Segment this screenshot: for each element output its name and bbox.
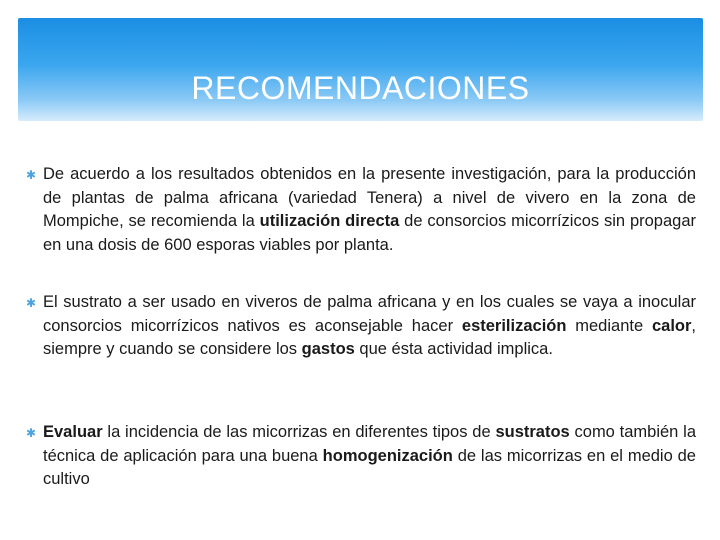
bullet-3-segment-6: de las micorrizas en el medio de cultivo [43,446,696,488]
title-banner [18,18,703,121]
bullet-item-1 [26,163,696,257]
bullet-3-segment-3: sustratos [495,423,570,441]
bullet-text-1 [43,163,696,257]
bullet-2-segment-3: mediante [566,316,652,335]
bullet-3-segment-4: como también la técnica de aplicación para una buena [43,423,696,465]
bullet-3-segment-5: homogenización [322,446,453,465]
bullet-1-segment-3: de consorcios micorrízicos sin propagar en una dosis de 600 esporas viables por planta. [43,212,696,254]
asterisk-bullet-icon: ✱ [26,296,37,310]
bullet-2-segment-2: esterilización [461,316,567,335]
bullet-item-2 [26,291,696,362]
bullet-2-segment-5: , siempre y cuando se considere los [43,316,697,358]
bullet-2-segment-4: calor [651,316,692,335]
bullet-2-segment-7: que ésta actividad implica. [354,340,553,358]
bullet-1-segment-1: De acuerdo a los resultados obtenidos en la presente investigación, para la producción de plantas de palma africana (variedad Tenera) a nivel de vivero en la zona de Mompiche, se recomienda la [43,165,696,230]
bullet-item-3 [26,421,696,492]
bullet-2-segment-6: gastos [301,340,355,358]
bullet-2-segment-1: El sustrato a ser usado en viveros de palma africana y en los cuales se vaya a inocular consorcios micorrízicos nativos es aconsejable hacer [43,293,696,335]
bullet-text-3 [43,421,696,492]
slide-title: RECOMENDACIONES [191,70,530,106]
bullet-1-segment-2: utilización directa [259,212,400,230]
asterisk-bullet-icon: ✱ [26,426,37,440]
asterisk-bullet-icon: ✱ [26,168,37,182]
bullet-text-2 [43,291,696,362]
bullet-3-segment-2: la incidencia de las micorrizas en diferentes tipos de [102,423,496,441]
bullet-3-segment-1: Evaluar [43,423,103,441]
